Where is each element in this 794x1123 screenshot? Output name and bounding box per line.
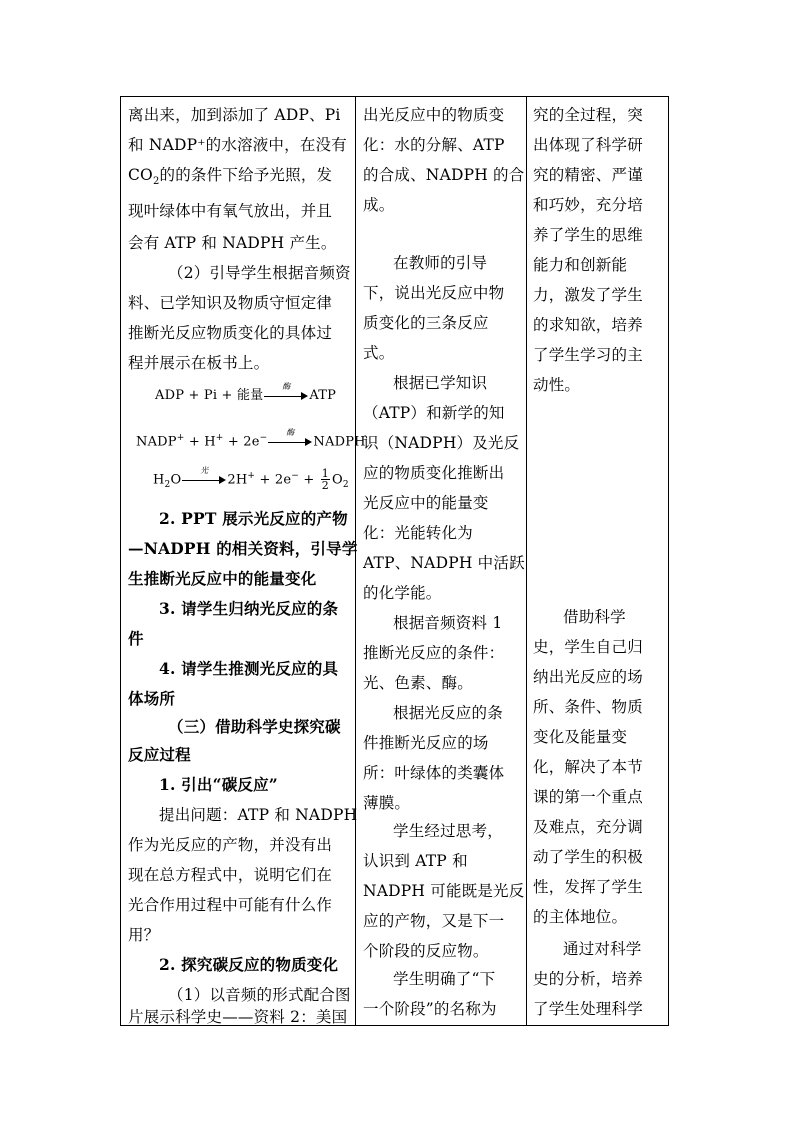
equation-water-photolysis: $H_2O$ 光 2H+ + 2e− + $\frac{1}{2}$ $O_2$ — [153, 465, 349, 493]
text-line: 根据音频资料 1 — [393, 614, 503, 632]
text-line: 件推断光反应的场 — [363, 734, 489, 752]
text-line: 应的产物，又是下一 — [363, 912, 505, 930]
text-line: 学生经过思考， — [393, 822, 503, 840]
text-line: 的主体地位。 — [533, 908, 628, 926]
text-line: 养了学生的思维 — [533, 226, 643, 244]
text-line: 出体现了科学研 — [533, 136, 643, 154]
text-line: 化，解决了本节 — [533, 758, 643, 776]
teacher-activity-column — [128, 97, 366, 1026]
text-line: 推断光反应的条件： — [363, 644, 505, 662]
text-line: 学生明确了“下 — [393, 970, 496, 988]
text-line: 根据已学知识 — [393, 374, 488, 392]
text-line: ATP、NADPH 中活跃 — [363, 554, 525, 572]
reaction-arrow: 光 — [182, 475, 226, 485]
section-heading: （三）借助科学史探究碳 — [168, 717, 341, 736]
step-heading: 2. PPT 展示光反应的产物 — [159, 509, 348, 528]
text-line: 根据光反应的条 — [393, 704, 503, 722]
text-line: 片展示科学史——资料 2：美国 — [128, 1008, 348, 1026]
text-line: 现在总方程式中，说明它们在 — [128, 866, 333, 884]
step-heading: 2. 探究碳反应的物质变化 — [159, 955, 339, 974]
text-line: 料、已学知识及物质守恒定律 — [128, 294, 333, 312]
text-line: NADPH 可能既是光反 — [363, 882, 525, 900]
text-line: 力，激发了学生 — [533, 286, 643, 304]
text-line: 借助科学 — [563, 608, 626, 626]
text-line: 所：叶绿体的类囊体 — [363, 764, 505, 782]
step-heading: 3. 请学生归纳光反应的条 — [159, 599, 339, 618]
text-line: （1）以音频的形式配合图 — [168, 986, 351, 1004]
column-divider — [526, 97, 527, 1025]
text-line: 史的分析，培养 — [533, 970, 643, 988]
fraction: $\frac{1}{2}$ — [321, 467, 329, 493]
text-line: 薄膜。 — [363, 794, 411, 812]
text-line: 及难点，充分调 — [533, 818, 643, 836]
text-line: 在教师的引导 — [393, 254, 488, 272]
text-line: 课的第一个重点 — [533, 788, 643, 806]
design-intent-column — [533, 97, 659, 1025]
text-line: 动了学生的积极 — [533, 848, 643, 866]
text-line: 程并展示在板书上。 — [128, 354, 270, 372]
text-line: 应的物质变化推断出 — [363, 464, 505, 482]
text-line: 出光反应中的物质变 — [363, 106, 505, 124]
text-line: 纳出光反应的场 — [533, 668, 643, 686]
text-line: 了学生处理科学 — [533, 1000, 643, 1018]
text-line: $CO_2$的的条件下给予光照，发 — [128, 166, 333, 188]
text-line: 认识到 ATP 和 — [363, 852, 468, 870]
text-line: 和巧妙，充分培 — [533, 196, 643, 214]
reaction-arrow: 酶 — [264, 391, 308, 401]
text-line: 的合成、NADPH 的合 — [363, 166, 525, 184]
equation-nadph-formation: NADP+ + H+ + 2e− 酶 NADPH — [136, 427, 366, 450]
section-heading: 反应过程 — [128, 745, 191, 764]
text-line: 的化学能。 — [363, 584, 442, 602]
text-line: （ATP）和新学的知 — [363, 404, 505, 422]
reaction-arrow: 酶 — [268, 437, 312, 447]
text-line: 下，说出光反应中物 — [363, 284, 505, 302]
text-line: 究的精密、严谨 — [533, 166, 643, 184]
text-line: 了学生学习的主 — [533, 346, 643, 364]
text-line: 化：水的分解、ATP — [363, 136, 505, 154]
column-divider — [355, 97, 356, 1025]
text-line: 动性。 — [533, 376, 581, 394]
text-line: 成。 — [363, 196, 395, 214]
text-line: 通过对科学 — [563, 940, 642, 958]
student-activity-column — [363, 97, 525, 1025]
text-line: 史，学生自己归 — [533, 638, 643, 656]
text-line: 提出问题：ATP 和 NADPH — [159, 806, 358, 824]
text-line: （2）引导学生根据音频资 — [168, 264, 351, 282]
step-heading: —NADPH 的相关资料，引导学 — [128, 539, 358, 558]
text-line: 性，发挥了学生 — [533, 878, 643, 896]
text-line: 识（NADPH）及光反 — [363, 434, 520, 452]
text-line: 离出来，加到添加了 ADP、Pi — [128, 106, 341, 124]
text-line: 一个阶段”的名称为 — [363, 1000, 497, 1018]
text-line: 会有 ATP 和 NADPH 产生。 — [128, 234, 337, 252]
text-line: 能力和创新能 — [533, 256, 628, 274]
step-heading: 件 — [128, 629, 144, 648]
equation-atp-synthesis: ADP + Pi + 能量 酶 ATP — [155, 381, 337, 403]
text-line: 个阶段的反应物。 — [363, 942, 489, 960]
text-line: 光反应中的能量变 — [363, 494, 489, 512]
text-line: 和 NADP⁺的水溶液中，在没有 — [128, 136, 347, 154]
text-line: 光、色素、酶。 — [363, 674, 473, 692]
step-heading: 1. 引出“碳反应” — [159, 775, 278, 794]
step-heading: 4. 请学生推测光反应的具 — [159, 659, 339, 678]
text-line: 究的全过程，突 — [533, 106, 643, 124]
text-line: 用？ — [128, 926, 160, 944]
text-line: 现叶绿体中有氧气放出，并且 — [128, 202, 333, 220]
step-heading: 体场所 — [128, 689, 176, 708]
text-line: 所、条件、物质 — [533, 698, 643, 716]
text-line: 作为光反应的产物，并没有出 — [128, 836, 333, 854]
text-line: 变化及能量变 — [533, 728, 628, 746]
text-line: 式。 — [363, 344, 395, 362]
lesson-table — [120, 96, 669, 1026]
text-line: 质变化的三条反应 — [363, 314, 489, 332]
step-heading: 生推断光反应中的能量变化 — [128, 569, 317, 588]
text-line: 的求知欲，培养 — [533, 316, 643, 334]
text-line: 化：光能转化为 — [363, 524, 473, 542]
text-line: 推断光反应物质变化的具体过 — [128, 324, 333, 342]
text-line: 光合作用过程中可能有什么作 — [128, 896, 333, 914]
